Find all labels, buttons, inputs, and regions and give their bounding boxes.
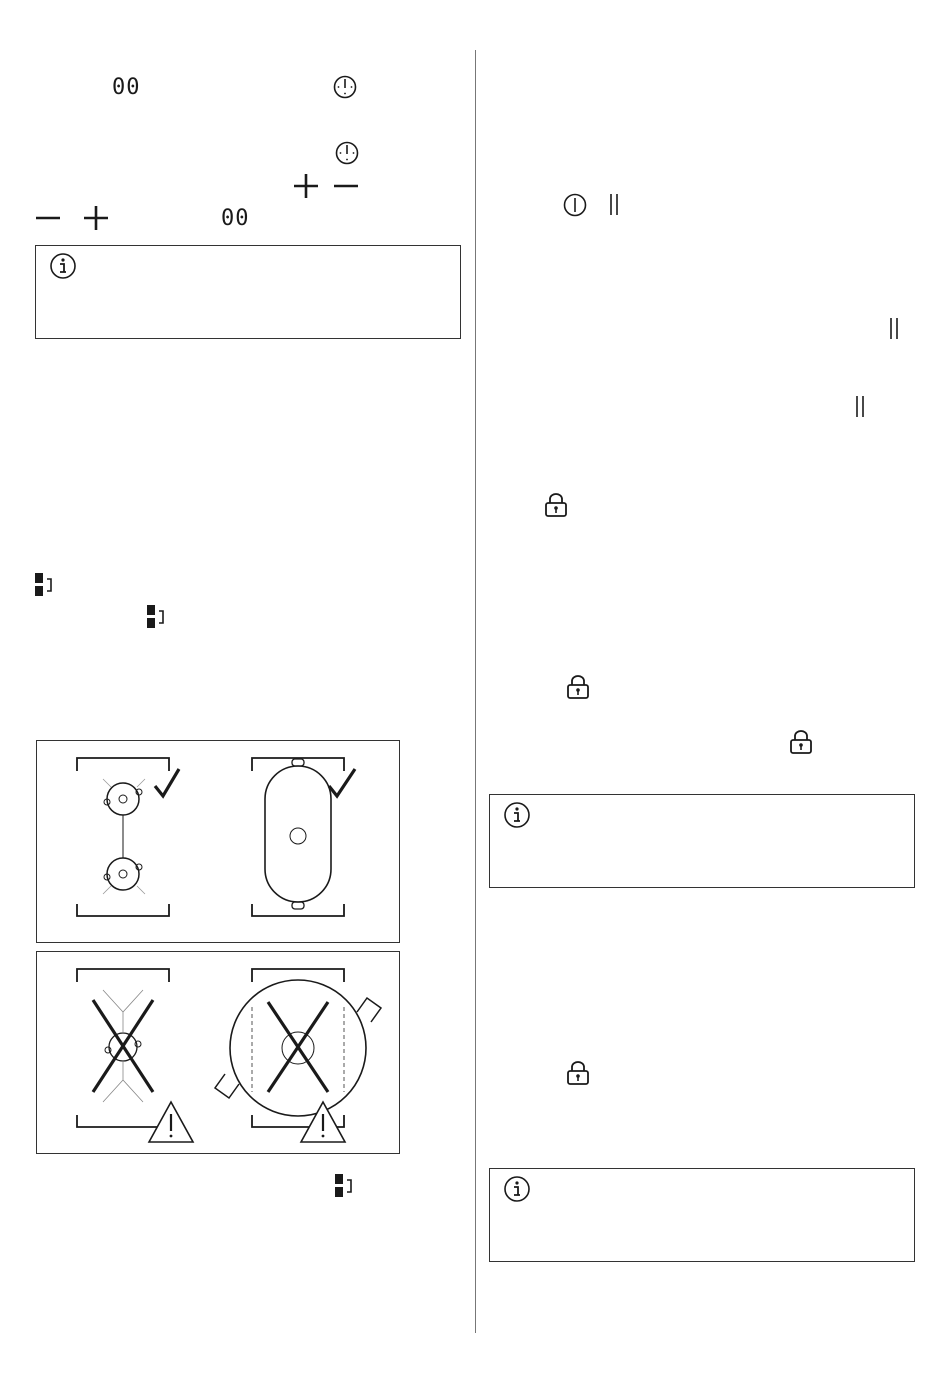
pause-icon (606, 192, 622, 218)
plus-icon (82, 204, 110, 232)
incorrect-cookware-illustration (37, 952, 399, 1153)
info-icon (49, 252, 77, 280)
clock-icon (334, 140, 360, 166)
pause-icon (852, 394, 868, 420)
bridge-zone-icon (334, 1173, 358, 1199)
plus-icon (292, 172, 320, 200)
lock-icon (789, 729, 813, 755)
timer-display-icon: 00 (221, 206, 250, 231)
bridge-zone-icon (34, 572, 58, 598)
pause-icon (886, 316, 902, 342)
info-icon (503, 1175, 531, 1203)
power-icon (562, 192, 588, 218)
incorrect-cookware-figure (36, 951, 400, 1154)
correct-cookware-illustration (37, 741, 399, 942)
info-note-box (35, 245, 461, 339)
info-note-box (489, 794, 915, 888)
bridge-zone-icon (146, 604, 170, 630)
lock-icon (566, 674, 590, 700)
timer-display-icon: 00 (112, 75, 141, 100)
info-note-box (489, 1168, 915, 1262)
info-icon (503, 801, 531, 829)
lock-icon (544, 492, 568, 518)
minus-icon (332, 172, 360, 200)
correct-cookware-figure (36, 740, 400, 943)
minus-icon (34, 204, 62, 232)
column-divider (475, 50, 476, 1333)
lock-icon (566, 1060, 590, 1086)
clock-icon (332, 74, 358, 100)
